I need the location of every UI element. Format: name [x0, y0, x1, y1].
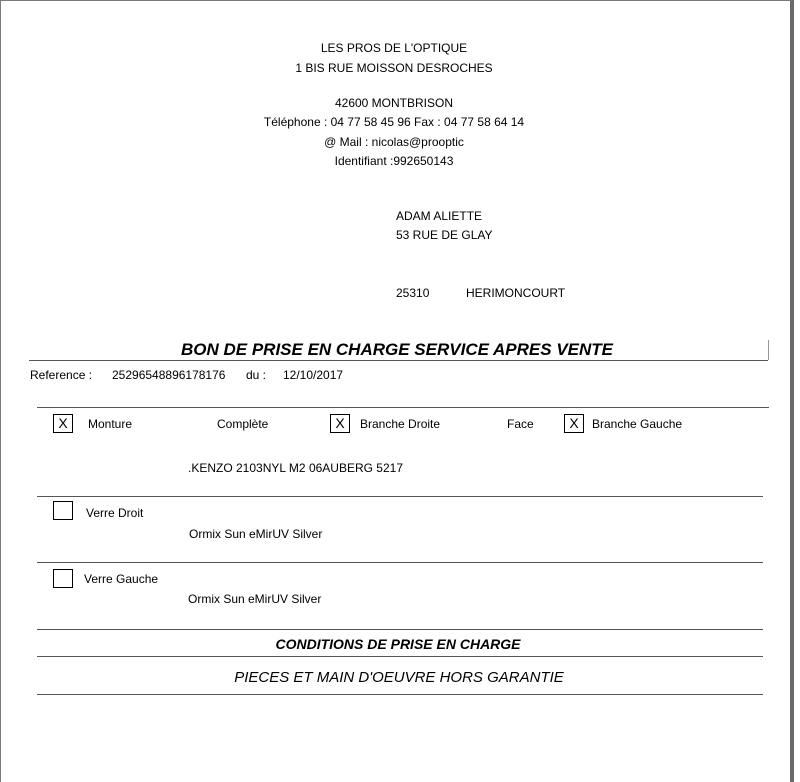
section-divider — [37, 562, 763, 563]
frame-model: .KENZO 2103NYL M2 06AUBERG 5217 — [188, 461, 403, 475]
conditions-divider — [37, 656, 763, 657]
branche-droite-checkbox[interactable]: X — [330, 414, 350, 433]
reference-value: 25296548896178176 — [112, 368, 226, 382]
client-name: ADAM ALIETTE — [396, 209, 483, 223]
shop-phones: Téléphone : 04 77 58 45 96 Fax : 04 77 58 64 14 — [263, 115, 525, 129]
monture-label: Monture — [88, 417, 133, 431]
verre-droit-checkbox[interactable] — [53, 501, 73, 520]
verre-gauche-label: Verre Gauche — [84, 572, 159, 586]
client-city: HERIMONCOURT — [466, 286, 566, 300]
title-divider-end — [768, 340, 769, 360]
shop-city: 42600 MONTBRISON — [334, 96, 454, 110]
section-divider — [37, 496, 763, 497]
shop-mail: @ Mail : nicolas@prooptic — [324, 135, 464, 149]
date-value: 12/10/2017 — [283, 368, 344, 382]
document-title: BON DE PRISE EN CHARGE SERVICE APRES VENTE — [180, 340, 614, 359]
conditions-title: CONDITIONS DE PRISE EN CHARGE — [275, 636, 521, 652]
verre-droit-label: Verre Droit — [86, 506, 144, 520]
verre-gauche-checkbox[interactable] — [53, 569, 73, 588]
reference-label: Reference : — [30, 368, 93, 382]
client-street: 53 RUE DE GLAY — [396, 228, 493, 242]
section-divider — [37, 629, 763, 630]
verre-gauche-product: Ormix Sun eMirUV Silver — [188, 592, 322, 606]
monture-checkbox[interactable]: X — [53, 414, 73, 433]
section-divider — [37, 407, 769, 408]
conditions-text: PIECES ET MAIN D'OEUVRE HORS GARANTIE — [234, 669, 564, 686]
face-label: Face — [507, 417, 534, 431]
client-postcode: 25310 — [396, 286, 430, 300]
shop-name: LES PROS DE L'OPTIQUE — [320, 41, 468, 55]
title-divider — [29, 360, 768, 361]
shop-street: 1 BIS RUE MOISSON DESROCHES — [295, 61, 493, 75]
branche-gauche-label: Branche Gauche — [592, 417, 683, 431]
branche-droite-label: Branche Droite — [360, 417, 441, 431]
branche-gauche-checkbox[interactable]: X — [564, 414, 584, 433]
conditions-bottom-divider — [37, 694, 763, 695]
shop-identifier: Identifiant :992650143 — [334, 154, 454, 168]
complete-label: Complète — [217, 417, 269, 431]
date-label: du : — [246, 368, 267, 382]
verre-droit-product: Ormix Sun eMirUV Silver — [189, 527, 323, 541]
